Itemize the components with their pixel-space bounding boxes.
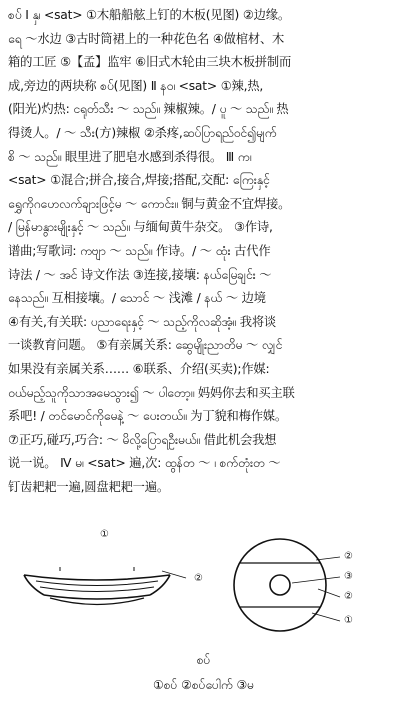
wheel-label-3: ③	[344, 571, 353, 582]
entry-line: 说一说。 Ⅳ မ၊ <sat> 遍,次: ထွန်တ ～ ၊ စက်တုံးတ ～	[8, 456, 281, 471]
entry-line: 谱曲;写歌词: ကဗျာ ～ သည်။ 作诗。/ ～ ထုံး 古代作	[8, 243, 271, 258]
entry-line: ရွှေကိုဂဟေလက်ချားဖြင့်မ ～ ကောင်း။ 铜与黄金不宜焊接。	[8, 196, 291, 211]
entry-line: 钉齿耙耙一遍,圆盘耙耙一遍。	[8, 479, 169, 494]
entry-line: ဝယ်မည့်သူကိုသာအမေသွား၍ ～ ပါတော့။ 妈妈你去和买主联	[8, 385, 295, 400]
boat-drawing	[24, 567, 170, 605]
entry-line: ④有关,有关联: ပညာရေးနှင့် ～ သည့်ကိုလဆိုအံ့။ 我将谈	[8, 314, 277, 329]
entry-line: စိ ～ သည်။ 眼里进了肥皂水感到杀得很。 Ⅲ က၊	[8, 149, 252, 164]
entry-line: ⑦正巧,碰巧,巧合: ～ မိလို့ပြောရဦးမယ်။ 借此机会我想	[8, 432, 277, 447]
wheel-label-1: ①	[344, 615, 353, 626]
entry-line: <sat> ①混合;拼合,接合,焊接;搭配,交配: ကြေးနှင့်	[8, 173, 270, 188]
entry-line: 诗法 / ～ အင် 诗文作法 ③连接,接壤: နယ်မြေချင်း ～	[8, 267, 272, 282]
entry-line: ရေ ～水边 ③古时筒裙上的一种花色名 ④做棺材、木	[8, 31, 285, 46]
wheel-label-2-top: ②	[344, 551, 353, 562]
entry-line: နေသည်။ 互相接壤。/ သောင် ～ 浅滩 / နယ် ～ 边境	[8, 291, 266, 306]
entry-line: 得烫人。/ ～ သီး(方)辣椒 ②杀疼,ဆပ်ပြာရည်ဝင်၍မျက်	[8, 125, 277, 140]
entry-line: / မြန်မာနွားမျိုးနှင့် ～ သည်။ 与缅甸黄牛杂交。 ③作诗,	[8, 220, 273, 235]
entry-line: 箱的工匠 ⑤【孟】监牢 ⑥旧式木轮由三块木板拼制而	[8, 55, 292, 70]
boat-label-2: ②	[194, 573, 203, 584]
figure-caption-title: စပ်	[196, 653, 211, 667]
entry-line: 一谈教育问题。 ⑤有亲属关系: ဆွေမျိုးညာတိမ ～ လျှင်	[8, 338, 283, 353]
entry-line: စပ် Ⅰ နှ၊ <sat> ①木船船舷上钉的木板(见图) ②边缘。	[8, 8, 290, 22]
boat-leader-line	[162, 571, 186, 578]
wheel-leader-lines	[292, 557, 340, 621]
boat-label-1: ①	[100, 529, 109, 540]
wheel-drawing	[234, 539, 326, 631]
wheel-label-2-bottom: ②	[344, 591, 353, 602]
entry-line: 如果没有亲属关系…… ⑥联系、介绍(买卖);作媒:	[8, 361, 270, 376]
entry-line: 成,旁边的两块称 စပ်(见图) Ⅱ နဝ၊ <sat> ①辣,热,	[8, 78, 264, 93]
entry-line: 系吧! / တင်မောင်ကိုမေနဲ့ ～ ပေးတယ်။ 为丁貌和梅作媒。	[8, 409, 287, 424]
entry-line: (阳光)灼热: ငရုတ်သီး ～ သည်။ 辣椒辣。/ ပူ ～ သည်။ 热	[8, 102, 289, 117]
dictionary-entry	[8, 4, 397, 499]
figure-caption-parts: ①စပ် ②စပ်ပေါက် ③မ	[152, 678, 255, 692]
